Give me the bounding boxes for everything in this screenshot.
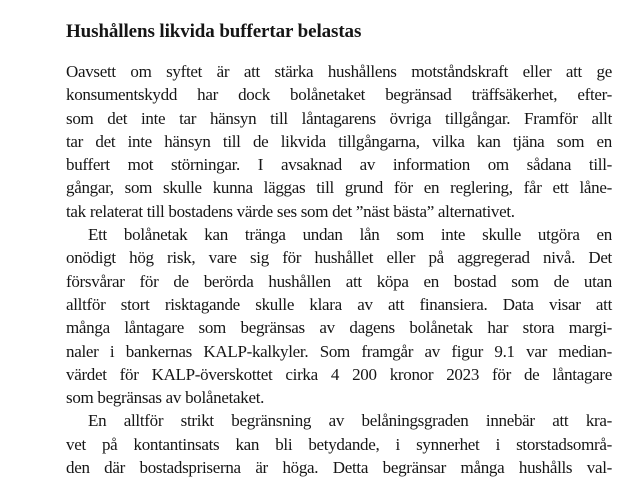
text-line: gångar, som skulle kunna läggas till grund för en reglering, får ett låne- — [66, 178, 612, 198]
text-line: konsumentskydd har dock bolånetaket begränsad träffsäkerhet, efter- — [66, 85, 612, 105]
section-heading: Hushållens likvida buffertar belastas — [66, 21, 362, 42]
text-line: En alltför strikt begränsning av belåningsgraden innebär att kra- — [88, 411, 612, 431]
text-column — [66, 20, 612, 479]
text-line: tar det inte hänsyn till de likvida tillgångarna, vilka kan tjäna som en — [66, 131, 612, 151]
text-line: som begränsas av bolånetaket. — [66, 388, 265, 408]
text-line: buffert mot störningar. I avsaknad av information om sådana till- — [66, 155, 612, 175]
text-line: alltför stort risktagande skulle klara av att finansiera. Data visar att — [66, 294, 612, 314]
paragraph-2 — [66, 223, 612, 409]
text-line: den där bostadspriserna är höga. Detta begränsar många hushålls val- — [66, 458, 612, 478]
text-line: onödigt hög risk, vare sig för hushållet eller på aggregerad nivå. Det — [66, 248, 612, 268]
text-line: många låntagare som begränsas av dagens bolånetak har stora margi- — [66, 318, 612, 338]
text-line: Ett bolånetak kan tränga undan lån som inte skulle utgöra en — [88, 225, 612, 245]
text-line: som det inte tar hänsyn till låntagarens övriga tillgångar. Framför allt — [66, 108, 612, 128]
text-line: Oavsett om syftet är att stärka hushållens motståndskraft eller att ge — [66, 62, 612, 81]
text-line: värdet för KALP-överskottet cirka 4 200 kronor 2023 för de låntagare — [66, 364, 612, 384]
text-line: naler i bankernas KALP-kalkyler. Som framgår av figur 9.1 var median- — [66, 341, 612, 361]
text-line: försvårar för de berörda hushållen att köpa en bostad som de utan — [66, 271, 612, 291]
paragraph-1 — [66, 60, 612, 223]
paragraph-3 — [66, 409, 612, 479]
text-line: vet på kontantinsats kan bli betydande, i synnerhet i storstadsområ- — [66, 434, 612, 454]
text-line: tak relaterat till bostadens värde ses som det ”näst bästa” alternativet. — [66, 201, 515, 221]
